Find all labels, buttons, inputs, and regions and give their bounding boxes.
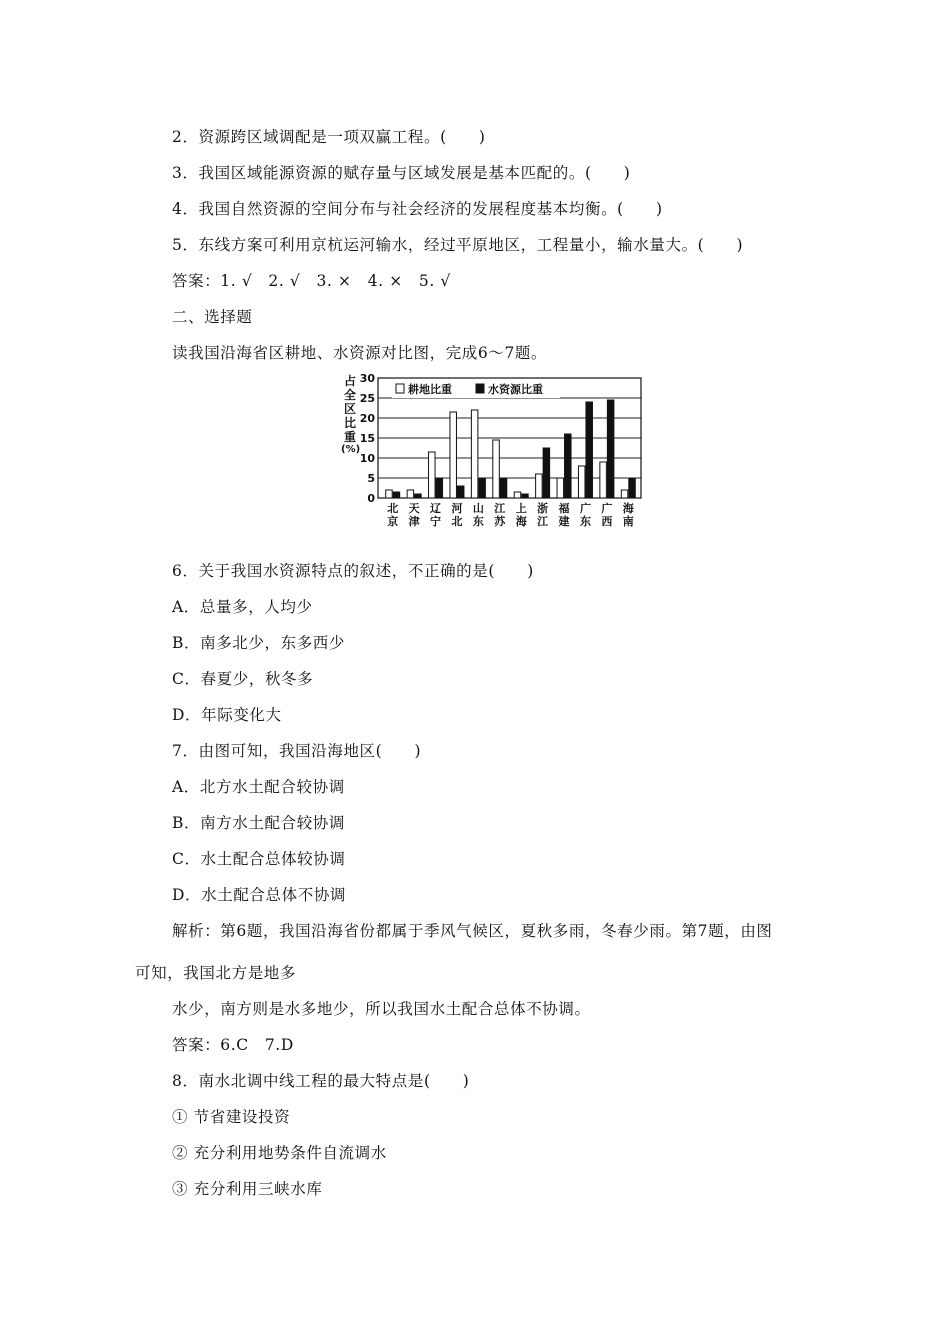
y-tick-label: 10: [359, 452, 375, 465]
question-4: 4．我国自然资源的空间分布与社会经济的发展程度基本均衡。( ): [172, 200, 663, 218]
x-tick-label: 山: [472, 502, 484, 515]
ylabel-char: 区: [344, 402, 357, 416]
x-tick-label: 东: [579, 515, 591, 528]
q7-option-c: C．水土配合总体较协调: [172, 850, 346, 868]
y-tick-label: 20: [359, 412, 375, 425]
x-tick-label: 浙: [537, 502, 549, 515]
q6-option-d: D．年际变化大: [172, 706, 282, 724]
bar-farmland: [386, 490, 393, 498]
ylabel-char: 全: [344, 388, 357, 402]
x-tick-label: 建: [558, 515, 570, 528]
x-tick-label: 福: [558, 502, 570, 515]
x-tick-label: 苏: [494, 515, 506, 528]
x-tick-label: 京: [387, 515, 399, 528]
ylabel-unit: (%): [341, 444, 361, 455]
x-tick-label: 海: [622, 502, 634, 515]
q6-option-a: A．总量多，人均少: [172, 598, 313, 616]
x-tick-label: 津: [408, 515, 420, 528]
question-7: 7．由图可知，我国沿海地区( ): [172, 742, 422, 760]
q6-option-c: C．春夏少，秋冬多: [172, 670, 314, 688]
y-tick-label: 30: [359, 372, 375, 385]
bar-water: [500, 478, 507, 498]
x-tick-label: 广: [579, 502, 591, 515]
x-tick-label: 东: [472, 515, 484, 528]
question-8: 8．南水北调中线工程的最大特点是( ): [172, 1072, 470, 1090]
q7-option-b: B．南方水土配合较协调: [172, 814, 345, 832]
legend-swatch: [476, 384, 484, 393]
x-tick-label: 海: [515, 515, 527, 528]
legend-label: 水资源比重: [488, 383, 543, 396]
question-2: 2．资源跨区域调配是一项双赢工程。( ): [172, 128, 486, 146]
bar-farmland: [429, 452, 436, 498]
bar-farmland: [578, 466, 585, 498]
bar-water: [436, 478, 443, 498]
x-tick-label: 西: [601, 515, 613, 528]
answer-1-5: 答案：1. √ 2. √ 3. × 4. × 5. √: [172, 272, 451, 290]
y-tick-label: 25: [359, 392, 375, 405]
bar-farmland: [621, 490, 628, 498]
explanation-line-3: 水少，南方则是水多地少，所以我国水土配合总体不协调。: [172, 1000, 591, 1018]
x-tick-label: 广: [601, 502, 613, 515]
bar-farmland: [600, 462, 607, 498]
bar-water: [457, 486, 464, 498]
legend-label: 耕地比重: [408, 383, 452, 396]
x-tick-label: 河: [451, 502, 463, 515]
bar-farmland: [557, 478, 564, 498]
ylabel-char: 比: [344, 416, 357, 430]
x-tick-label: 南: [622, 515, 634, 528]
section-heading: 二、选择题: [172, 308, 253, 326]
q8-item-2: ② 充分利用地势条件自流调水: [172, 1144, 387, 1162]
q7-option-a: A．北方水土配合较协调: [172, 778, 345, 796]
bar-water: [629, 478, 636, 498]
farmland-water-chart: [340, 368, 645, 536]
question-5: 5．东线方案可利用京杭运河输水，经过平原地区，工程量小，输水量大。( ): [172, 236, 744, 254]
explanation-line-1: 解析：第6题，我国沿海省份都属于季风气候区，夏秋多雨，冬春少雨。第7题，由图: [172, 922, 773, 940]
x-tick-label: 北: [451, 515, 463, 528]
y-tick-label: 0: [367, 492, 375, 505]
y-tick-label: 5: [367, 472, 375, 485]
x-tick-label: 上: [515, 502, 527, 515]
y-tick-label: 15: [359, 432, 375, 445]
q8-item-3: ③ 充分利用三峡水库: [172, 1180, 323, 1198]
x-tick-label: 天: [408, 502, 420, 515]
bar-water: [522, 494, 529, 498]
x-tick-label: 江: [537, 515, 549, 528]
x-tick-label: 辽: [430, 502, 442, 515]
bar-water: [565, 434, 572, 498]
bar-water: [543, 448, 550, 498]
bar-farmland: [471, 410, 478, 498]
explanation-line-2: 可知，我国北方是地多: [135, 964, 297, 982]
bar-farmland: [536, 474, 543, 498]
bar-water: [393, 492, 400, 498]
ylabel-char: 占: [344, 374, 357, 388]
x-tick-label: 北: [387, 502, 399, 515]
x-tick-label: 宁: [430, 515, 442, 528]
bar-farmland: [450, 412, 457, 498]
x-tick-label: 江: [494, 502, 506, 515]
bar-water: [415, 494, 422, 498]
chart-intro: 读我国沿海省区耕地、水资源对比图，完成6～7题。: [172, 344, 548, 362]
bar-water: [586, 402, 593, 498]
question-3: 3．我国区域能源资源的赋存量与区域发展是基本匹配的。( ): [172, 164, 631, 182]
q8-item-1: ① 节省建设投资: [172, 1108, 291, 1126]
answer-6-7: 答案：6.C 7.D: [172, 1036, 294, 1054]
q7-option-d: D．水土配合总体不协调: [172, 886, 347, 904]
bar-water: [479, 478, 486, 498]
bar-farmland: [514, 492, 521, 498]
bar-farmland: [407, 490, 414, 498]
q6-option-b: B．南多北少，东多西少: [172, 634, 345, 652]
chart-svg: [340, 368, 645, 536]
ylabel-char: 重: [344, 430, 357, 444]
question-6: 6．关于我国水资源特点的叙述，不正确的是( ): [172, 562, 534, 580]
bar-farmland: [493, 440, 500, 498]
legend-swatch: [396, 384, 404, 393]
bar-water: [607, 400, 614, 498]
